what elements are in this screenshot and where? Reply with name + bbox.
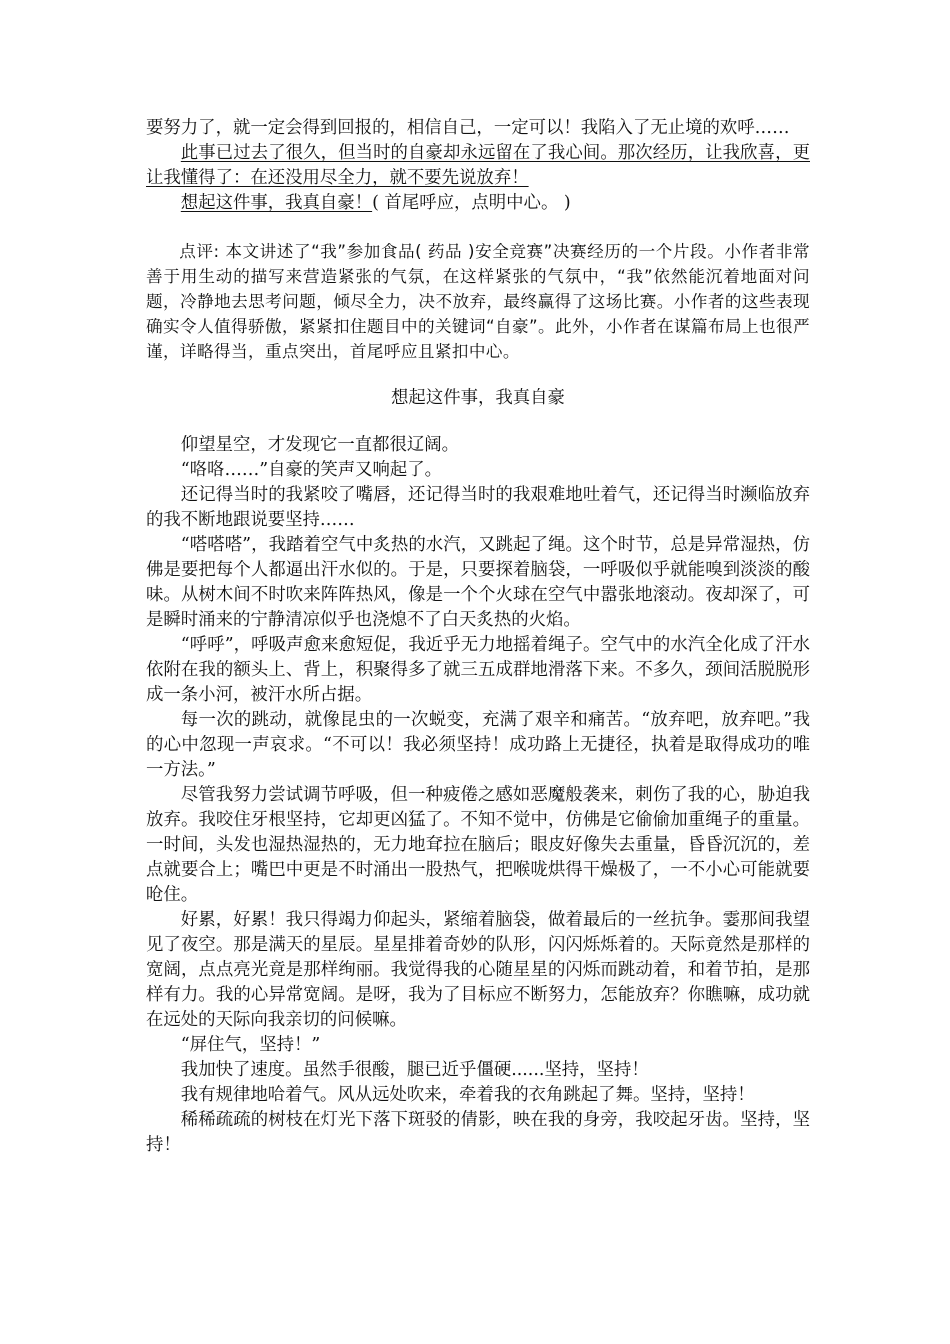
closing-note: ( 首尾呼应，点明中心。 ) xyxy=(372,193,571,213)
commentary-paragraph: 点评: 本文讲述了“我”参加食品( 药品 )安全竞赛”决赛经历的一个片段。小作者非常善于用生动的描写来营造紧张的气氛，在这样紧张的气氛中，“我”依然能沉着地面对问题，冷静地去思考问题，倾尽全力，决不放弃，最终赢得了这场比赛。小作者的这些表现确实令人值得骄傲，紧紧扣住题目中的关键词“自豪”。此外，小作者在谋篇布局上也很严谨，详略得当，重点突出，首尾呼应且紧扣中心。 xyxy=(146,242,810,361)
closing-line xyxy=(146,191,810,216)
essay-paragraph: 每一次的跳动，就像昆虫的一次蜕变，充满了艰辛和痛苦。“放弃吧，放弃吧。”我的心中忽现一声哀求。“不可以！我必须坚持！成功路上无捷径，执着是取得成功的唯一方法。” xyxy=(146,710,810,780)
essay-paragraph: 稀稀疏疏的树枝在灯光下落下斑驳的倩影，映在我的身旁，我咬起牙齿。坚持，坚持！ xyxy=(146,1110,810,1155)
essay-paragraph: “咯咯……”自豪的笑声又响起了。 xyxy=(180,460,443,480)
essay-paragraph: 我加快了速度。虽然手很酸，腿已近乎僵硬......坚持，坚持！ xyxy=(180,1060,649,1080)
closing-main-text: 想起这件事，我真自豪！ xyxy=(180,193,373,213)
essay-paragraph: 尽管我努力尝试调节呼吸，但一种疲倦之感如恶魔般袭来，刺伤了我的心，胁迫我放弃。我咬住牙根坚持，它却更凶猛了。不知不觉中，仿佛是它偷偷加重绳子的重量。一时间，头发也湿热湿热的，无力地耷拉在脑后；眼皮好像失去重量，昏昏沉沉的，差点就要合上；嘴巴中更是不时涌出一股热气，把喉咙烘得干燥极了，一不小心可能就要呛住。 xyxy=(146,785,810,905)
reflection-paragraph: 此事已过去了很久，但当时的自豪却永远留在了我心间。那次经历，让我欣喜，更让我懂得了：在还没用尽全力，就不要先说放弃！ xyxy=(146,143,810,188)
opening-continuation: 要努力了，就一定会得到回报的，相信自己，一定可以！我陷入了无止境的欢呼…… xyxy=(146,118,790,138)
essay-paragraph: “呼呼”，呼吸声愈来愈短促，我近乎无力地摇着绳子。空气中的水汽全化成了汗水依附在我的额头上、背上，积聚得多了就三五成群地滑落下来。不多久，颈间活脱脱形成一条小河，被汗水所占据。 xyxy=(146,635,810,705)
essay-title: 想起这件事，我真自豪 xyxy=(391,388,565,408)
essay-body xyxy=(146,433,810,1158)
document-page xyxy=(146,116,810,1158)
essay-paragraph: “嗒嗒嗒”，我踏着空气中炙热的水汽，又跳起了绳。这个时节，总是异常湿热，仿佛是要把每个人都逼出汗水似的。于是，只要探着脑袋，一呼吸似乎就能嗅到淡淡的酸味。从树木间不时吹来阵阵热风，像是一个个火球在空气中嚣张地滚动。夜却深了，可是瞬时涌来的宁静清凉似乎也浇熄不了白天炙热的火焰。 xyxy=(146,535,810,630)
section-gap xyxy=(146,216,810,239)
essay-paragraph: 好累，好累！我只得竭力仰起头，紧缩着脑袋，做着最后的一丝抗争。霎那间我望见了夜空。那是满天的星辰。星星排着奇妙的队形，闪闪烁烁着的。天际竟然是那样的宽阔，点点亮光竟是那样绚丽。我觉得我的心随星星的闪烁而跳动着，和着节拍，是那样有力。我的心异常宽阔。是呀，我为了目标应不断努力，怎能放弃？你瞧嘛，成功就在远处的天际向我亲切的问候嘛。 xyxy=(146,910,810,1030)
essay-paragraph: “屏住气，坚持！” xyxy=(180,1035,321,1055)
essay-paragraph: 我有规律地哈着气。风从远处吹来，牵着我的衣角跳起了舞。坚持，坚持！ xyxy=(180,1085,755,1105)
essay-paragraph: 还记得当时的我紧咬了嘴唇，还记得当时的我艰难地吐着气，还记得当时濒临放弃的我不断地跟说要坚持…… xyxy=(146,485,810,530)
essay-paragraph: 仰望星空，才发现它一直都很辽阔。 xyxy=(180,435,460,455)
